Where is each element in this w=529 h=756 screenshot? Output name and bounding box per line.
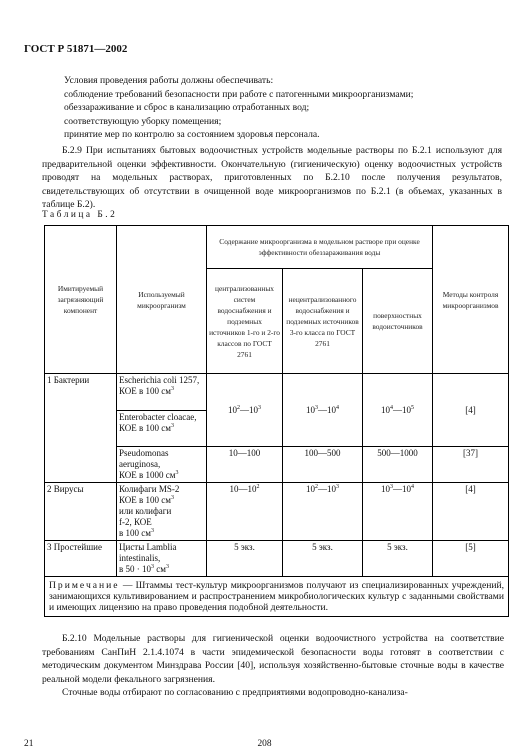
note-text: — Штаммы тест-культур микроорганизмов получают из специализированных учреждений, занимающихся культивированием и распространением микробиологических культур с заданными свойствами и имеющих лицензию на право проведения подобной деятельности. [49,580,505,613]
pseudo-noncentral: 100—500 [283,447,363,483]
organism-enterobacter: Enterobacter cloacae, КОЕ в 100 $см^3$ [117,411,207,447]
condition-item: соответствующую уборку помещения; [64,115,222,127]
table-b2 [44,225,509,617]
header-component: Имитируемый загрязняющий компонент [45,226,117,374]
bacteria-noncentral: $10^3—10^4$ [283,374,363,447]
header-organism: Используемый микроорганизм [117,226,207,374]
condition-item: соблюдение требований безопасности при работе с патогенными микроорганизмами; [64,88,414,100]
pseudo-central: 10—100 [207,447,283,483]
bacteria-method: [4] [433,374,509,447]
header-methods: Методы контроля микроорганизмов [433,226,509,374]
viruses-noncentral: $10^2—10^3$ [283,483,363,541]
paragraph-b2-9 [42,144,502,212]
viruses-central: $10—10^2$ [207,483,283,541]
header-surface: поверхностных водоисточников [363,269,433,374]
protozoa-surface: 5 экз. [363,541,433,577]
table-caption: Таблица Б.2 [42,210,118,220]
condition-item: принятие мер по контролю за состоянием здоровья персонала. [64,129,320,141]
row-viruses-component: 2 Вирусы [45,483,117,541]
page-number: 208 [257,739,272,749]
header-noncentral: нецентрализованного водоснабжения и подземных источников 3-го класса по ГОСТ 2761 [283,269,363,374]
document-header: ГОСТ Р 51871—2002 [24,43,128,55]
organism-coliphages: Колифаги MS-2 КОЕ в 100 $см^3$ или колифаги f-2, КОЕ в 100 $см^3$ [117,483,207,541]
row-protozoa-component: 3 Простейшие [45,541,117,577]
protozoa-method: [5] [433,541,509,577]
paragraph-b2-10-text: Б.2.10 Модельные растворы для гигиенической оценки водоочистного устройства на соответствие требованиям СанПиН 2.1.4.1074 в части эпидемической безопасности воды готовят в соответствии с методическим документом Минздрава России [40], используя хозяйственно-бытовые сточные воды в качестве реальной модели фекального загрязнения. [42,633,504,685]
viruses-method: [4] [433,483,509,541]
paragraph-b2-10 [42,632,504,700]
conditions-intro: Условия проведения работы должны обеспечивать: [64,75,274,86]
bacteria-surface: $10^4—10^5$ [363,374,433,447]
conditions-block [64,74,504,142]
bacteria-central: $10^2—10^3$ [207,374,283,447]
protozoa-central: 5 экз. [207,541,283,577]
organism-pseudomonas: Pseudomonas aeruginosa, КОЕ в 1000 $см^3$ [117,447,207,483]
note-label: Примечание [49,580,120,591]
viruses-surface: $10^3—10^4$ [363,483,433,541]
footer-left-number: 21 [24,739,34,749]
condition-item: обеззараживание и сброс в канализацию отработанных вод; [64,102,310,114]
table-note [45,577,509,617]
organism-ecoli: Escherichia coli 1257, КОЕ в 100 $см^3$ [117,374,207,411]
pseudo-method: [37] [433,447,509,483]
organism-lamblia: Цисты Lamblia intestinalis, в $50 \cdot 10^3$ $см^3$ [117,541,207,577]
paragraph-b2-9-text: Б.2.9 При испытаниях бытовых водоочистных устройств модельные растворы по Б.2.1 используют для предварительной оценки эффективности. Окончательную (гигиеническую) оценку водоочистных устройств проводят на модельных растворах, приготовленных по Б.2.10 после получения результатов, свидетельствующих об отсутствии в очищенной воде микроорганизмов по Б.2.1 (в объемах, указанных в таблице Б.2). [42,145,502,211]
pseudo-surface: 500—1000 [363,447,433,483]
row-bacteria-component: 1 Бактерии [45,374,117,483]
protozoa-noncentral: 5 экз. [283,541,363,577]
header-content-group: Содержание микроорганизма в модельном растворе при оценке эффективности обеззараживания воды [207,226,433,269]
paragraph-b2-10-cont: Сточные воды отбирают по согласованию с предприятиями водопроводно-канализа- [62,687,408,699]
header-central: централизованных систем водоснабжения и подземных источников 1-го и 2-го классов по ГОСТ 2761 [207,269,283,374]
